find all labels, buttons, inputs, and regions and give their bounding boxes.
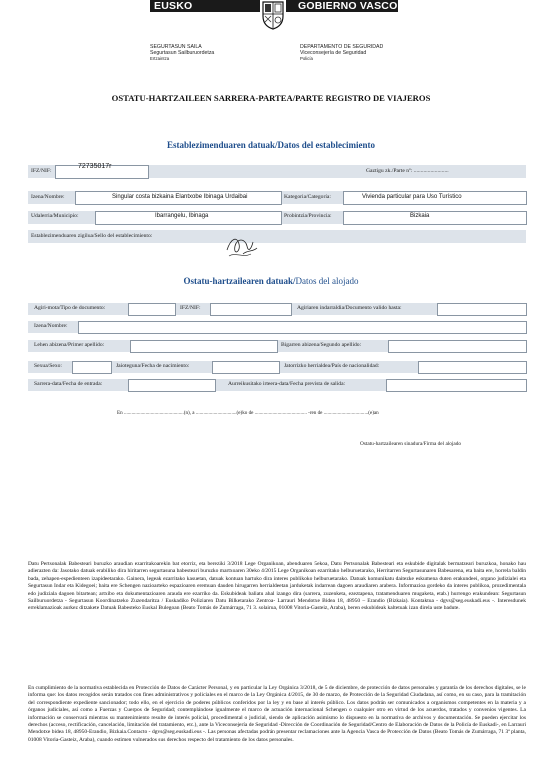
surname2-field[interactable]: [388, 340, 527, 353]
left-dept-line-1: SEGURTASUN SAILA: [150, 44, 202, 50]
form-title: OSTATU-HARTZAILEEN SARRERA-PARTEA/PARTE REGISTRO DE VIAJEROS: [111, 93, 431, 103]
province-value: Bizkaia: [410, 213, 430, 219]
legal-notice-spanish: En cumplimiento de la normativa establecida en Protección de Datos de Carácter Personal, y en particular la Ley Orgánica 3/2018, de 5 de diciembre, de protección de datos personales y garantía de los derechos digitales, se le informa que: los datos recogidos serán tratados con fines administrativos y policiales en el marco de la Ley Orgánica 4/2015, de 30 de marzo, de Protección de la Seguridad Ciudadana, así como, en su caso, para la tramitación del correspondiente expediente sancionador; todo ello, en el ejercicio de poderes públicos conferidos por la ley y en base al interés público. Los datos podrán ser comunicados a organismos competentes en la materia y a órganos judiciales, así como a Fuerzas y Cuerpos de Seguridad; contemplándose igualmente el marco de actuación internacional Schengen o cualquier otro en virtud de los acuerdos, tratados y convenios vigentes. La información se conservará mientras su mantenimiento resulte de interés policial, procedimental o judicial, siendo de aplicación asimismo lo dispuesto en la normativa de archivos y documentación. Se pueden ejercitar los derechos (acceso, rectificación, cancelación, limitación del tratamiento, etc.), ante la Viceconsejería de Seguridad -Dirección de Coordinación de Seguridad/Centro de Elaboración de Datos de la Policía de Euskadi-, en Larrauri Mendotxe bidea 18, 48950-Erandio, Bizkaia.Contacto - dgvs@seg.euskadi.eus -. Las personas afectadas podrán presentar reclamaciones ante la Agencia Vasca de Protección de Datos (Beato Tomás de Zumárraga, 71 3ª planta, 01008 Vitoria-Gasteiz, Araba), cuando estimen vulnerados sus derechos respecto del tratamiento de los datos personales.: [28, 685, 526, 743]
brand-gobierno-vasco: GOBIERNO VASCO: [298, 0, 398, 12]
guest-nif-field[interactable]: [210, 303, 292, 316]
brand-bar-right: [286, 0, 398, 12]
left-dept-line-2: Segurtasun Sailburuordetza: [150, 50, 215, 56]
surname1-field[interactable]: [130, 340, 278, 353]
seal-label: Establezimenduaren zigilua/Sello del establecimiento:: [31, 233, 153, 239]
legal-notice-basque: Datu Pertsonalak Babesteari buruzko araudian ezarritakoarekin bat etorriz, eta bereziki 3/2018 Lege Organikoan, abenduaren 5ekoa, Datu Pertsonalak Babesteari eta eskubide digitalak bermatzeari buruzkoa, honako hau adierazten da: Jasotako datuak erabiliko dira hiritarren segurtasuna babesteari buruzko martxoaren 30eko 4/2015 Lege Organikoan ezarritako helburuetarako, Herritarren Segurtasunaren Babesarena, eta baita ere, horrela baldin bada, zehapen-espedienteen izapideetarako. Gainera, legeak ezarritako kasuetan, datuak kontuan hartuko dira interes publikoko helburuetarako. Datuak komunikatu daitezke eskumena duten erakundeei, organo judizialei eta Segurtasun Indar eta Kidegoei; baita ere Schengen nazioarteko espazioaren eremuan dauden hirugarren herrialdeetan jarduketak indarrean dagoen araudiaren arabera. Informazioa gordeko da interes publikoa, prozedimentala edo judiziala dagoen bitartean; artxibo eta dokumentazioaren arauda ere ezarriko da. Eskubideak baliatu ahal izango dira (sarrera, zuzenketa, ezeztapena, tratamenduaren mugaketa, etab.) hurrengo erakundean: Segurtasun Sailburuordetza - Segurtasun Koordinatzeko Zuzendaritza / Euskadiko Poliziaren Datu Bilketarako Zentroa- Larrauri Mendotxe Bidea 18, 48950 – Erandio (Bizkaia). Kontaktua - dgvs@seg.euskadi.eus -. Interesdunek erreklamazioak aurkez ditzakete Datuak Babesteko Euskal Bulegoan (Beato Tomás de Zumárraga, 71 3. solairua, 01008 Vitoria-Gasteiz, Araba), beren eskubideak kaltetuak izan direla uste badute.: [28, 561, 526, 612]
establishment-name-value: Singular costa bizkaina Elantxobe Ibinaga Urdaibai: [112, 194, 248, 200]
surname2-label: Bigarren abizena/Segundo apellido:: [281, 342, 362, 348]
doc-type-label: Agiri-mota/Tipo de documento:: [34, 305, 106, 311]
doc-type-field[interactable]: [128, 303, 176, 316]
nationality-label: Jatorrizko herrialdea/País de nacionalidad:: [284, 363, 380, 369]
right-department-block: [300, 44, 383, 62]
right-dept-line-1: DEPARTAMENTO DE SEGURIDAD: [300, 44, 384, 50]
right-dept-line-2: Viceconsejería de Seguridad: [300, 50, 367, 56]
municipality-label: Udalerria/Municipio:: [31, 213, 79, 219]
brand-eusko-jaurlaritza: EUSKO JAURLARITZA: [150, 0, 226, 24]
right-dept-line-3: Policía: [300, 56, 313, 61]
birth-date-field[interactable]: [212, 361, 280, 374]
entry-date-label: Sarrera-data/Fecha de entrada:: [34, 381, 103, 387]
guest-name-label: Izena/Nombre:: [34, 323, 68, 329]
guest-heading-spanish: Datos del alojado: [295, 276, 359, 286]
category-value: Vivienda particular para Uso Turístico: [362, 194, 462, 200]
category-label: Kategoria/Categoría:: [284, 194, 331, 200]
doc-validity-field[interactable]: [437, 303, 527, 316]
surname1-label: Lehen abizena/Primer apellido:: [34, 342, 105, 348]
exit-date-label: Aurreikusitako irteera-data/Fecha prevista de salida:: [228, 381, 346, 387]
guest-heading-basque: Ostatu-hartzailearen datuak/: [183, 276, 296, 286]
entry-date-field[interactable]: [128, 379, 216, 392]
province-field[interactable]: [343, 211, 527, 225]
guest-name-field[interactable]: [78, 321, 527, 334]
nationality-field[interactable]: [418, 361, 527, 374]
exit-date-field[interactable]: [386, 379, 527, 392]
part-number-label: Gaztigu zk./Parte nº: .........................: [366, 168, 449, 174]
nif-label: IFZ/NIF:: [31, 168, 52, 174]
municipality-value: Ibarrangelu, Ibinaga: [155, 213, 209, 219]
guest-nif-label: IFZ/NIF:: [180, 305, 201, 311]
left-department-block: [150, 44, 214, 62]
sex-field[interactable]: [72, 361, 112, 374]
doc-validity-label: Agiriaren indarraldia/Documento valido hasta:: [297, 305, 402, 311]
province-label: Probintzia/Provincia:: [284, 213, 332, 219]
left-dept-line-3: Ertzaintza: [150, 56, 170, 61]
brand-bar-left: [150, 0, 260, 24]
establishment-name-label: Izena/Nombre:: [31, 194, 65, 200]
birth-date-label: Jaioteguna/Fecha de nacimiento:: [116, 363, 190, 369]
seal-signature-scribble: [223, 232, 261, 262]
sign-place-date-line: En ...............................................(n), a ................................(e)ko de ......................................... -ren de ...................................(e)an: [117, 410, 379, 416]
sex-label: Sexua/Sexo:: [34, 363, 62, 369]
guest-heading: [0, 276, 542, 286]
establishment-heading: Establezimenduaren datuak/Datos del establecimiento: [166, 140, 376, 150]
signature-caption: Ostatu-hartzailearen sinadura/Firma del alojado: [360, 441, 462, 447]
nif-value: 72735017r: [78, 163, 112, 170]
coat-of-arms-logo: [260, 0, 286, 30]
